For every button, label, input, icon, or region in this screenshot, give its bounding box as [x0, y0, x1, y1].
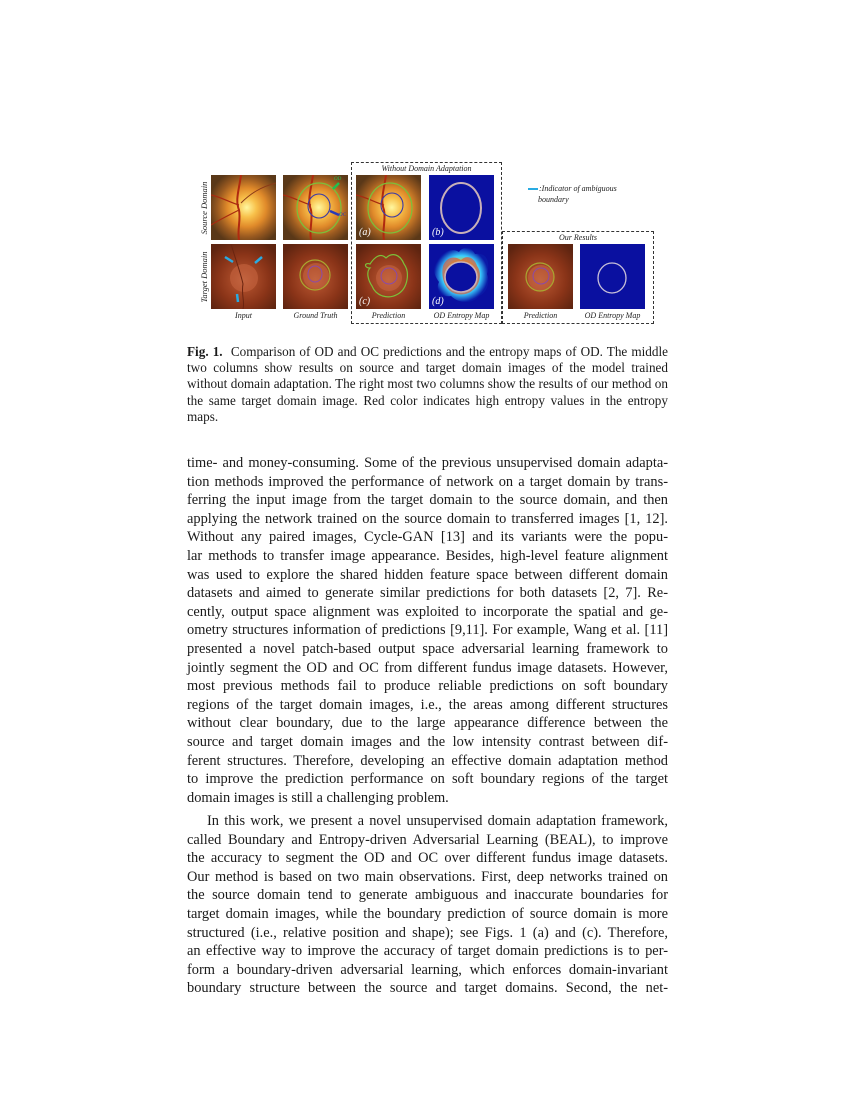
text-line: the source domain tend to generate ambiguous and inaccurate boundaries for [187, 887, 668, 904]
text-line: called Boundary and Entropy-driven Adversarial Learning (BEAL), to improve [187, 831, 668, 848]
column-label-our-od-entropy-map: OD Entropy Map [584, 311, 641, 320]
text-line: structured (i.e., relative position and shape); see Figs. 1 (a) and (c). Therefore, [187, 924, 668, 941]
panel-tag-b: (b) [432, 227, 444, 238]
panel-tag-c: (c) [359, 296, 371, 307]
text-line: In this work, we present a novel unsupervised domain adaptation framework, [207, 813, 668, 829]
text-line: jointly segment the OD and OC from different fundus image datasets. However, [187, 659, 668, 676]
column-label-input: Input [235, 311, 252, 320]
our-results-title: Our Results [559, 233, 597, 242]
oc-annotation: OC [339, 213, 346, 218]
panel-tag-d: (d) [432, 296, 444, 307]
text-line: was used to explore the shared hidden feature space between different domain [187, 566, 668, 583]
text-line: ferring the input image from the target domain to the source domain, and then [187, 492, 668, 509]
column-label-our-prediction: Prediction [523, 311, 558, 320]
target-prediction-image [356, 244, 421, 309]
text-line: datasets and aimed to generate similar predictions for both datasets [2, 7]. Re- [187, 585, 668, 602]
text-line: presented a novel patch-based output space adversarial learning framework to [187, 640, 668, 657]
text-line: applying the network trained on the source domain to transferred images [1, 12]. [187, 510, 668, 527]
paragraph-2 [187, 812, 668, 998]
panel-tag-a: (a) [359, 227, 371, 238]
od-annotation: OD [334, 177, 342, 182]
text-line: lar methods to transfer image appearance. Besides, high-level feature alignment [187, 547, 668, 564]
text-line: domain images is still a challenging problem. [187, 789, 449, 806]
text-line: time- and money-consuming. Some of the previous unsupervised domain adapta- [187, 455, 668, 471]
target-input-image [211, 244, 276, 309]
caption-label: Fig. 1. [187, 344, 223, 359]
text-line: to improve the prediction performance on soft boundary regions of the target [187, 771, 668, 788]
paragraph-1 [187, 454, 668, 807]
text-line: an effective way to improve the accuracy of target domain predictions is to per- [187, 943, 668, 960]
row-label-target-domain: Target Domain [199, 251, 209, 303]
text-line: without clear boundary, due to the large appearance difference between the [187, 715, 668, 732]
column-label-ground-truth: Ground Truth [293, 311, 338, 320]
text-line: boundary structure between the source and target domains. Second, the net- [187, 980, 668, 997]
without-domain-adaptation-title: Without Domain Adaptation [381, 164, 472, 173]
text-line: Without any paired images, Cycle-GAN [13] and its variants were the popu- [187, 529, 668, 546]
text-line: form a boundary-driven adversarial learning, which enforces domain-invariant [187, 961, 668, 978]
legend-text-line1: :Indicator of ambiguous [539, 184, 617, 193]
legend [528, 183, 617, 205]
figure-caption [187, 344, 668, 425]
our-prediction-image [508, 244, 573, 309]
text-line: regions of the target domain images, i.e., the areas among different structures [187, 696, 668, 713]
text-line: target domain images, while the boundary prediction of source domain is more [187, 905, 668, 922]
target-ground-truth-image [283, 244, 348, 309]
caption-text: Comparison of OD and OC predictions and the entropy maps of OD. The middle two columns show results on source and target domain images of the model trained without domain adaptation. The right most two columns show the results of our method on the same target domain image. Red color indicates high entropy values in the entropy maps. [187, 344, 669, 424]
column-label-od-entropy-map: OD Entropy Map [433, 311, 490, 320]
text-line: source and target domain images and the low intensity contrast between dif- [187, 733, 668, 750]
column-label-prediction: Prediction [371, 311, 406, 320]
our-od-entropy-map [580, 244, 645, 309]
text-line: ferent structures. Therefore, developing an effective domain adaptation method [187, 752, 668, 769]
text-line: cently, output space alignment was exploited to incorporate the spatial and ge- [187, 603, 668, 620]
source-prediction-image [356, 175, 421, 240]
text-line: the accuracy to segment the OD and OC over different fundus image datasets. [187, 850, 668, 867]
source-od-entropy-map [429, 175, 494, 240]
text-line: most previous methods fail to produce reliable predictions on soft boundary [187, 678, 668, 695]
target-od-entropy-map [429, 244, 494, 309]
text-line: Our method is based on two main observations. First, deep networks trained on [187, 868, 668, 885]
legend-text-line2: boundary [538, 195, 569, 204]
legend-swatch [528, 188, 538, 191]
source-ground-truth-image [283, 175, 348, 240]
row-label-source-domain: Source Domain [199, 181, 209, 235]
text-line: ometry structures information of predictions [9,11]. For example, Wang et al. [11] [187, 622, 668, 639]
source-input-image [211, 175, 276, 240]
text-line: tion methods improved the performance of network on a target domain by trans- [187, 473, 668, 490]
